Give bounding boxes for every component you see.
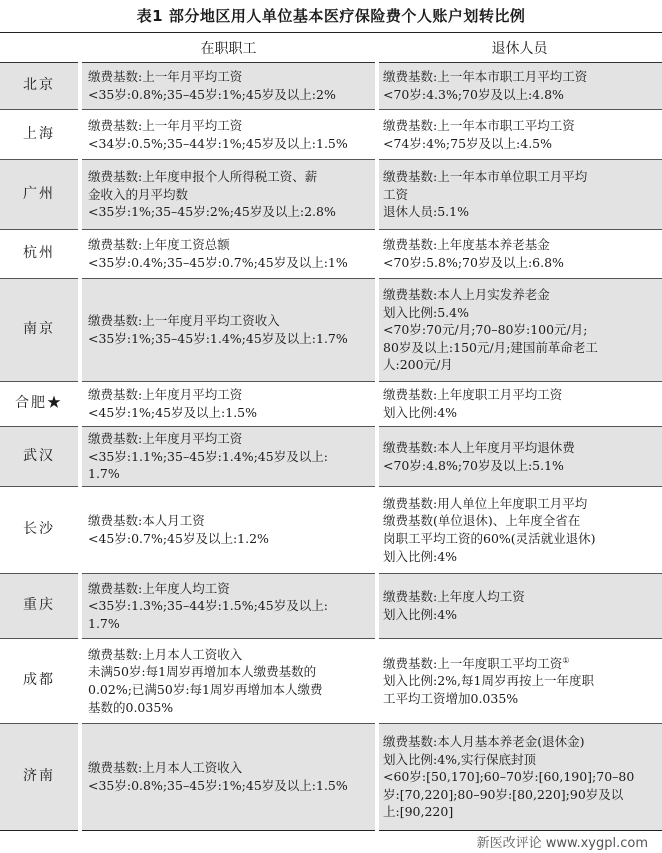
employee-cell xyxy=(80,160,377,230)
retiree-cell xyxy=(377,487,662,574)
employee-line xyxy=(88,312,371,330)
employee-line xyxy=(88,117,371,135)
retiree-line xyxy=(383,439,658,457)
employee-cell xyxy=(80,427,377,487)
retiree-line xyxy=(383,168,658,186)
employee-line-text: <35岁:1.3%;35–44岁:1.5%;45岁及以上: xyxy=(88,598,328,614)
retiree-line-text: 人:200元/月 xyxy=(383,357,453,373)
employee-line-text: <35岁:0.8%;35–45岁:1%;45岁及以上:1.5% xyxy=(88,778,348,793)
retiree-line xyxy=(383,86,658,104)
reimbursement-table xyxy=(0,32,662,831)
retiree-line xyxy=(383,606,658,624)
table-row xyxy=(0,63,662,110)
retiree-line xyxy=(383,768,658,786)
retiree-line xyxy=(383,286,658,304)
table-title: 表1 部分地区用人单位基本医疗保险费个人账户划转比例 xyxy=(136,7,526,25)
watermark: 新医改评论 www.xygpl.com xyxy=(476,836,648,851)
employee-line-text: 缴费基数:上年度申报个人所得税工资、薪 xyxy=(88,169,318,185)
retiree-line-text: 上:[90,220] xyxy=(383,804,454,820)
employee-line-text: <35岁:1%;35–45岁:1.4%;45岁及以上:1.7% xyxy=(88,331,348,346)
header-city xyxy=(0,33,80,63)
retiree-line-text: <70岁:5.8%;70岁及以上:6.8% xyxy=(383,255,564,270)
employee-line-text: 缴费基数:上月本人工资收入 xyxy=(88,646,243,662)
retiree-line xyxy=(383,135,658,153)
employee-line xyxy=(88,430,371,448)
employee-line xyxy=(88,681,371,699)
employee-cell xyxy=(80,724,377,831)
retiree-line xyxy=(383,68,658,86)
table-row xyxy=(0,427,662,487)
retiree-cell xyxy=(377,574,662,639)
retiree-line xyxy=(383,117,658,135)
employee-line xyxy=(88,330,371,348)
retiree-line xyxy=(383,530,658,548)
retiree-line xyxy=(383,339,658,357)
retiree-line-text: 划入比例:2%,每1周岁再按上一年度职 xyxy=(383,673,594,689)
city-cell: 重庆 xyxy=(0,574,80,639)
employee-line-text: <45岁:1%;45岁及以上:1.5% xyxy=(88,405,258,420)
employee-line xyxy=(88,386,371,404)
retiree-line xyxy=(383,655,658,673)
city-cell: 济南 xyxy=(0,724,80,831)
city-cell: 北京 xyxy=(0,63,80,110)
employee-line xyxy=(88,236,371,254)
employee-line xyxy=(88,580,371,598)
employee-line xyxy=(88,254,371,272)
retiree-cell xyxy=(377,63,662,110)
employee-cell xyxy=(80,230,377,279)
retiree-line-text: 退休人员:5.1% xyxy=(383,204,469,220)
retiree-line xyxy=(383,186,658,204)
retiree-line-text: 缴费基数:上一年本市职工平均工资 xyxy=(383,117,575,133)
employee-line-text: <45岁:0.7%;45岁及以上:1.2% xyxy=(88,531,269,546)
table-body xyxy=(0,63,662,831)
table-row xyxy=(0,230,662,279)
employee-line-text: 缴费基数:上一年度月平均工资收入 xyxy=(88,313,280,329)
employee-line xyxy=(88,530,371,548)
employee-line-text: 缴费基数:上月本人工资收入 xyxy=(88,760,243,776)
employee-line-text: 金收入的月平均数 xyxy=(88,186,189,202)
retiree-line-text: 缴费基数:上年度基本养老基金 xyxy=(383,237,550,253)
employee-line xyxy=(88,663,371,681)
employee-line xyxy=(88,512,371,530)
table-row xyxy=(0,279,662,382)
retiree-line-text: <74岁:4%;75岁及以上:4.5% xyxy=(383,135,553,151)
retiree-line-text: 缴费基数:本人月基本养老金(退休金) xyxy=(383,734,585,750)
retiree-line-text: 缴费基数:上年度人均工资 xyxy=(383,589,525,605)
retiree-line xyxy=(383,457,658,475)
employee-line-text: 基数的0.035% xyxy=(88,699,174,715)
employee-line-text: 1.7% xyxy=(88,615,120,631)
employee-cell xyxy=(80,63,377,110)
table-row xyxy=(0,574,662,639)
employee-line xyxy=(88,68,371,86)
employee-line-text: 0.02%;已满50岁:每1周岁再增加本人缴费 xyxy=(88,682,323,697)
table-row xyxy=(0,382,662,427)
retiree-cell xyxy=(377,382,662,427)
header-retiree: 退休人员 xyxy=(377,33,662,63)
retiree-line-text: 工平均工资增加0.035% xyxy=(383,690,519,706)
header-employee: 在职职工 xyxy=(80,33,377,63)
employee-line-text: <35岁:0.8%;35–45岁:1%;45岁及以上:2% xyxy=(88,87,336,102)
employee-line-text: 缴费基数:上年度月平均工资 xyxy=(88,431,243,447)
retiree-line xyxy=(383,548,658,566)
retiree-line xyxy=(383,254,658,272)
retiree-line-text: 缴费基数:上一年本市单位职工月平均 xyxy=(383,169,588,185)
retiree-cell xyxy=(377,230,662,279)
employee-line-text: <35岁:1.1%;35–45岁:1.4%;45岁及以上: xyxy=(88,448,328,464)
retiree-line xyxy=(383,672,658,690)
employee-line-text: <35岁:0.4%;35–45岁:0.7%;45岁及以上:1% xyxy=(88,255,348,270)
retiree-line-text: <70岁:4.3%;70岁及以上:4.8% xyxy=(383,87,564,102)
retiree-line-text: 缴费基数:本人上月实发养老金 xyxy=(383,287,550,303)
retiree-line-text: 划入比例:4%,实行保底封顶 xyxy=(383,751,537,767)
retiree-line-text: 缴费基数:上一年本市职工月平均工资 xyxy=(383,69,588,85)
retiree-line xyxy=(383,588,658,606)
city-cell: 上海 xyxy=(0,110,80,160)
retiree-line xyxy=(383,733,658,751)
employee-line xyxy=(88,759,371,777)
city-cell: 武汉 xyxy=(0,427,80,487)
retiree-line xyxy=(383,786,658,804)
employee-line-text: 缴费基数:本人月工资 xyxy=(88,513,205,529)
employee-cell xyxy=(80,279,377,382)
table-row xyxy=(0,160,662,230)
city-cell: 长沙 xyxy=(0,487,80,574)
employee-line xyxy=(88,186,371,204)
employee-line xyxy=(88,465,371,483)
employee-line xyxy=(88,597,371,615)
table-row xyxy=(0,724,662,831)
table-row xyxy=(0,487,662,574)
retiree-line-text: <70岁:4.8%;70岁及以上:5.1% xyxy=(383,457,564,473)
employee-line-text: 缴费基数:上年度工资总额 xyxy=(88,237,230,253)
retiree-line xyxy=(383,304,658,322)
retiree-line-text: 80岁及以上:150元/月;建国前革命老工 xyxy=(383,339,598,355)
employee-line xyxy=(88,168,371,186)
employee-line xyxy=(88,404,371,422)
retiree-line-text: 岁:[70,220];80–90岁:[80,220];90岁及以 xyxy=(383,786,624,802)
retiree-cell xyxy=(377,427,662,487)
employee-line xyxy=(88,135,371,153)
retiree-cell xyxy=(377,160,662,230)
retiree-line xyxy=(383,236,658,254)
employee-cell xyxy=(80,574,377,639)
employee-cell xyxy=(80,382,377,427)
retiree-line xyxy=(383,495,658,513)
retiree-line-text: 缴费基数(单位退休)、上年度全省在 xyxy=(383,513,581,529)
employee-line xyxy=(88,448,371,466)
employee-cell xyxy=(80,487,377,574)
city-cell: 广州 xyxy=(0,160,80,230)
retiree-line-text: <70岁:70元/月;70–80岁:100元/月; xyxy=(383,322,588,338)
retiree-line xyxy=(383,690,658,708)
employee-line-text: 缴费基数:上年度月平均工资 xyxy=(88,387,243,403)
retiree-cell xyxy=(377,639,662,724)
city-cell: 杭州 xyxy=(0,230,80,279)
employee-line xyxy=(88,646,371,664)
employee-line xyxy=(88,203,371,221)
table-row xyxy=(0,110,662,160)
retiree-line-text: 工资 xyxy=(383,186,409,202)
retiree-line-text: <60岁:[50,170];60–70岁:[60,190];70–80 xyxy=(383,769,635,785)
city-cell: 南京 xyxy=(0,279,80,382)
retiree-line xyxy=(383,751,658,769)
city-cell: 成都 xyxy=(0,639,80,724)
retiree-line-text: 缴费基数:上一年度职工平均工资 xyxy=(383,655,563,671)
city-cell: 合肥★ xyxy=(0,382,80,427)
retiree-line-text: 划入比例:4% xyxy=(383,548,458,564)
retiree-line-text: 缴费基数:本人上年度月平均退休费 xyxy=(383,439,575,455)
retiree-cell xyxy=(377,279,662,382)
employee-line-text: <34岁:0.5%;35–44岁:1%;45岁及以上:1.5% xyxy=(88,135,348,151)
retiree-line-text: 划入比例:4% xyxy=(383,607,458,622)
retiree-line xyxy=(383,356,658,374)
header-row xyxy=(0,33,662,63)
employee-line xyxy=(88,777,371,795)
retiree-cell xyxy=(377,110,662,160)
employee-cell xyxy=(80,639,377,724)
employee-line-text: 缴费基数:上年度人均工资 xyxy=(88,580,230,596)
retiree-cell xyxy=(377,724,662,831)
retiree-line xyxy=(383,321,658,339)
retiree-line xyxy=(383,203,658,221)
retiree-line xyxy=(383,404,658,422)
retiree-line-text: 缴费基数:用人单位上年度职工月平均 xyxy=(383,495,588,511)
employee-line xyxy=(88,615,371,633)
footnote-marker: ① xyxy=(562,655,570,665)
retiree-line xyxy=(383,512,658,530)
retiree-line xyxy=(383,803,658,821)
retiree-line-text: 岗职工平均工资的60%(灵活就业退休) xyxy=(383,531,596,546)
table-row xyxy=(0,639,662,724)
retiree-line-text: 缴费基数:上年度职工月平均工资 xyxy=(383,387,563,403)
employee-cell xyxy=(80,110,377,160)
employee-line-text: 未满50岁:每1周岁再增加本人缴费基数的 xyxy=(88,664,317,680)
retiree-line-text: 划入比例:4% xyxy=(383,405,458,420)
employee-line xyxy=(88,699,371,717)
employee-line-text: 缴费基数:上一年月平均工资 xyxy=(88,69,243,85)
employee-line xyxy=(88,86,371,104)
employee-line-text: 缴费基数:上一年月平均工资 xyxy=(88,117,243,133)
retiree-line xyxy=(383,386,658,404)
retiree-line-text: 划入比例:5.4% xyxy=(383,304,469,320)
employee-line-text: 1.7% xyxy=(88,466,120,482)
employee-line-text: <35岁:1%;35–45岁:2%;45岁及以上:2.8% xyxy=(88,204,336,220)
